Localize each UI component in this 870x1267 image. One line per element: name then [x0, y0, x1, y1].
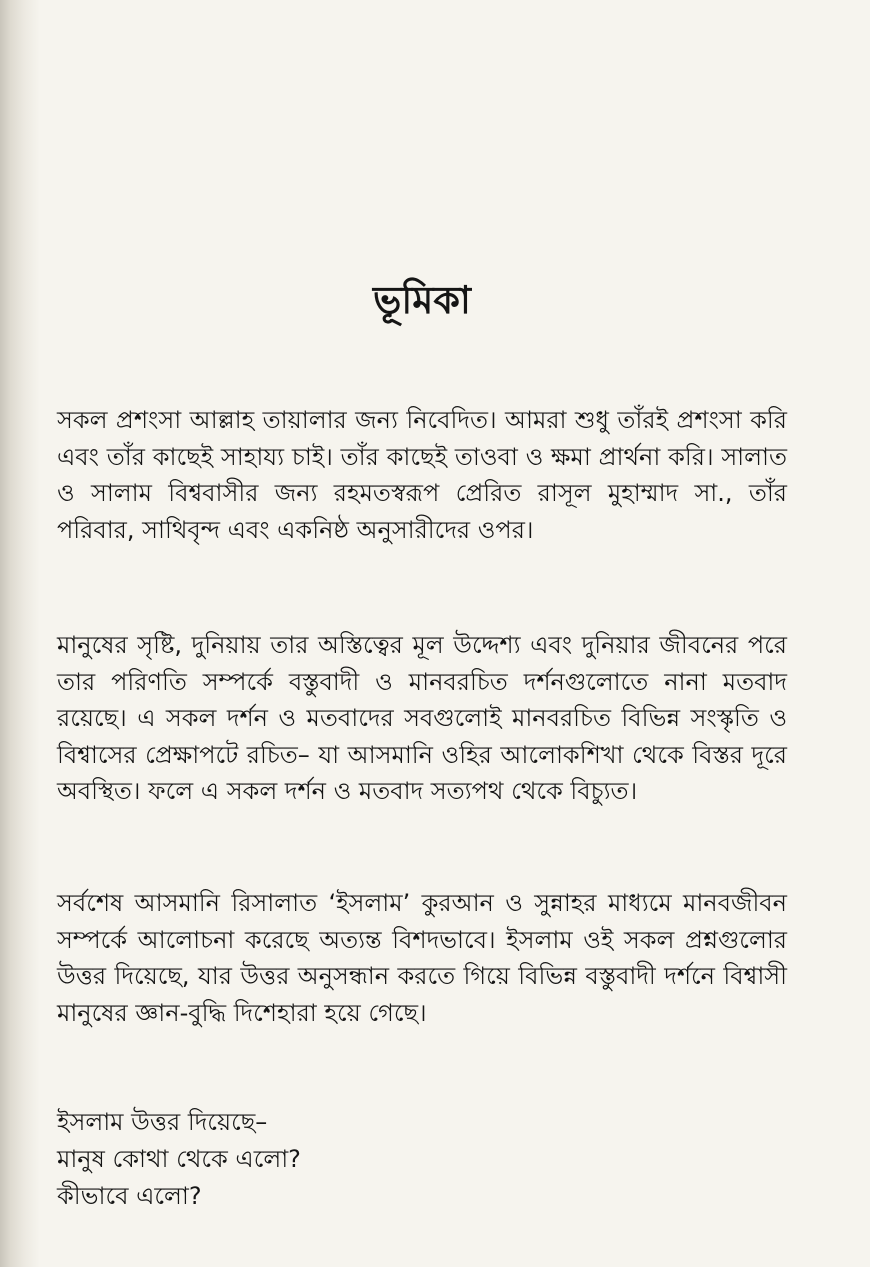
page-title: ভূমিকা	[373, 278, 471, 322]
paragraph-1: সকল প্রশংসা আল্লাহ তায়ালার জন্য নিবেদিত। আমরা শুধু তাঁরই প্রশংসা করি এবং তাঁর কাছেই সাহায্য চাই। তাঁর কাছেই তাওবা ও ক্ষমা প্রার্থনা করি। সালাত ও সালাম বিশ্ববাসীর জন্য রহমতস্বরূপ প্রেরিত রাসূল মুহাম্মাদ সা., তাঁর পরিবার, সাথিবৃন্দ এবং একনিষ্ঠ অনুসারীদের ওপর।	[57, 406, 787, 544]
answer-lines	[57, 1104, 787, 1215]
answer-line-2: মানুষ কোথা থেকে এলো?	[57, 1145, 301, 1173]
paragraph-2: মানুষের সৃষ্টি, দুনিয়ায় তার অস্তিত্বের মূল উদ্দেশ্য এবং দুনিয়ার জীবনের পরে তার পরিণতি সম্পর্কে বস্তুবাদী ও মানবরচিত দর্শনগুলোতে নানা মতবাদ রয়েছে। এ সকল দর্শন ও মতবাদের সবগুলোই মানবরচিত বিভিন্ন সংস্কৃতি ও বিশ্বাসের প্রেক্ষাপটে রচিত– যা আসমানি ওহির আলোকশিখা থেকে বিস্তর দূরে অবস্থিত। ফলে এ সকল দর্শন ও মতবাদ সত্যপথ থেকে বিচ্যুত।	[57, 631, 787, 805]
paragraph-3: সর্বশেষ আসমানি রিসালাত ‘ইসলাম’ কুরআন ও সুন্নাহর মাধ্যমে মানবজীবন সম্পর্কে আলোচনা করেছে অত্যন্ত বিশদভাবে। ইসলাম ওই সকল প্রশ্নগুলোর উত্তর দিয়েছে, যার উত্তর অনুসন্ধান করতে গিয়ে বিভিন্ন বস্তুবাদী দর্শনে বিশ্বাসী মানুষের জ্ঞান-বুদ্ধি দিশেহারা হয়ে গেছে।	[57, 889, 787, 1027]
page-gutter-shadow	[0, 0, 40, 1267]
answer-line-1: ইসলাম উত্তর দিয়েছে–	[57, 1108, 268, 1136]
answer-line-3: কীভাবে এলো?	[57, 1182, 202, 1210]
book-page	[57, 0, 787, 1267]
